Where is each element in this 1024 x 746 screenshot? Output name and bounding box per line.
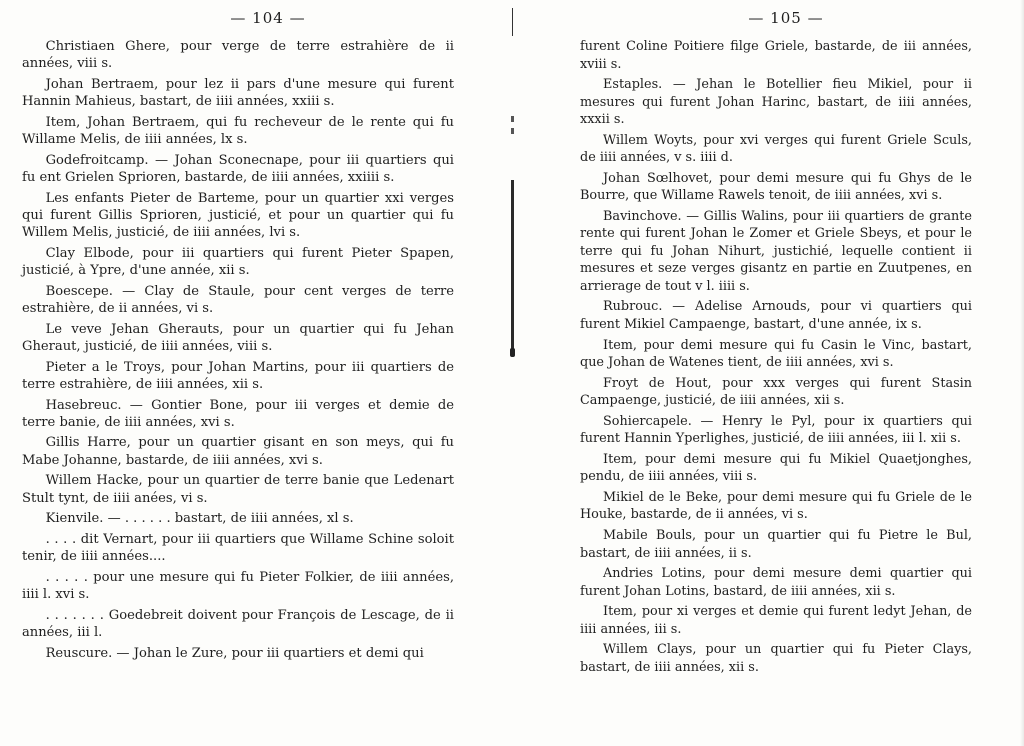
entry-paragraph: Le veve Jehan Gherauts, pour un quartier qui fu Jehan Gheraut, justicié, de iiii années, viii s.: [22, 321, 454, 355]
entry-paragraph: Item, pour xi verges et demie qui furent ledyt Jehan, de iiii années, iii s.: [580, 604, 972, 637]
entry-paragraph: Kienvile. — . . . . . . bastart, de iiii années, xl s.: [45, 511, 354, 527]
entry-paragraph: Johan Bertraem, pour lez ii pars d'une mesure qui furent Hannin Mahieus, bastart, de iiii années, xxiii s.: [22, 76, 454, 110]
page-edge-shadow: [1020, 0, 1024, 746]
left-page-number: — 104 —: [230, 9, 306, 27]
entry-paragraph: Godefroitcamp. — Johan Sconecnape, pour iii quartiers qui fu ent Grielen Sprioren, bastarde, de iiii années, xxiiii s.: [22, 152, 454, 186]
left-page: [22, 0, 462, 746]
entry-paragraph: Boescepe. — Clay de Staule, pour cent verges de terre estrahière, de ii années, vi s.: [22, 283, 454, 317]
entry-paragraph: Estaples. — Jehan le Botellier fieu Mikiel, pour ii mesures qui furent Johan Harinc, bastart, de iiii années, xxxii s.: [580, 77, 972, 128]
entry-paragraph: furent Coline Poitiere filge Griele, bastarde, de iii années, xviii s.: [580, 39, 972, 72]
entry-paragraph: Christiaen Ghere, pour verge de terre estrahière de ii années, viii s.: [22, 39, 454, 72]
entry-paragraph: Gillis Harre, pour un quartier gisant en son meys, qui fu Mabe Johanne, bastarde, de iiii années, xvi s.: [22, 435, 454, 468]
entry-paragraph: Mikiel de le Beke, pour demi mesure qui fu Griele de le Houke, bastarde, de ii années, vi s.: [580, 489, 972, 523]
entry-paragraph: Les enfants Pieter de Barteme, pour un quartier xxi verges qui furent Gillis Sprioren, justicié, et pour un quartier qui fu Willem Melis, justicié, de iiii années, lvi s.: [22, 190, 454, 241]
entry-paragraph: Reuscure. — Johan le Zure, pour iii quartiers et demi qui: [45, 645, 424, 661]
gutter-mark: [512, 8, 513, 36]
entry-paragraph: . . . . . pour une mesure qui fu Pieter Folkier, de iiii années, iiii l. xvi s.: [22, 569, 454, 603]
entry-paragraph: Willem Clays, pour un quartier qui fu Pieter Clays, bastart, de iiii années, xii s.: [580, 642, 972, 675]
entry-paragraph: Item, Johan Bertraem, qui fu recheveur de le rente qui fu Willame Melis, de iiii années, lx s.: [22, 114, 454, 148]
entry-paragraph: Sohiercapele. — Henry le Pyl, pour ix quartiers qui furent Hannin Yperlighes, justicié, de iiii années, iii l. xii s.: [580, 413, 972, 447]
entry-paragraph: . . . . . . . Goedebreit doivent pour François de Lescage, de ii années, iii l.: [22, 607, 454, 640]
entry-paragraph: Item, pour demi mesure qui fu Mikiel Quaetjonghes, pendu, de iiii années, viii s.: [580, 451, 972, 485]
right-page: [580, 0, 972, 746]
entry-paragraph: Johan Sœlhovet, pour demi mesure qui fu Ghys de le Bourre, que Willame Rawels tenoit, de iiii années, xvi s.: [580, 170, 972, 204]
entry-paragraph: Bavinchove. — Gillis Walins, pour iii quartiers de grante rente qui furent Johan le Zomer et Griele Sbeys, et pour le terre qui fu Johan Nihurt, justichié, lequelle contient ii mesures et seze verges gisantz en partie en Zuutpenes, en arrierage de tout v l. iiii s.: [580, 208, 972, 294]
right-page-entries: [580, 38, 972, 676]
gutter-mark: [510, 348, 515, 357]
entry-paragraph: Rubrouc. — Adelise Arnouds, pour vi quartiers qui furent Mikiel Campaenge, bastart, d'une année, ix s.: [580, 299, 972, 332]
right-page-number: — 105 —: [748, 9, 824, 27]
entry-paragraph: Froyt de Hout, pour xxx verges qui furent Stasin Campaenge, justicié, de iiii années, xii s.: [580, 375, 972, 409]
entry-paragraph: Item, pour demi mesure qui fu Casin le Vinc, bastart, que Johan de Watenes tient, de iiii années, xvi s.: [580, 337, 972, 371]
entry-paragraph: Hasebreuc. — Gontier Bone, pour iii verges et demie de terre banie, de iiii années, xvi s.: [22, 397, 454, 430]
entry-paragraph: Andries Lotins, pour demi mesure demi quartier qui furent Johan Lotins, bastard, de iiii années, xii s.: [580, 566, 972, 599]
gutter-mark: [511, 180, 514, 356]
entry-paragraph: Mabile Bouls, pour un quartier qui fu Pietre le Bul, bastart, de iiii années, ii s.: [580, 528, 972, 561]
entry-paragraph: Willem Woyts, pour xvi verges qui furent Griele Sculs, de iiii années, v s. iiii d.: [580, 132, 972, 166]
entry-paragraph: Pieter a le Troys, pour Johan Martins, pour iii quartiers de terre estrahière, de iiii années, xii s.: [22, 359, 454, 393]
book-gutter: [510, 0, 520, 746]
entry-paragraph: Clay Elbode, pour iii quartiers qui furent Pieter Spapen, justicié, à Ypre, d'une année, xii s.: [22, 245, 454, 279]
entry-paragraph: . . . . dit Vernart, pour iii quartiers que Willame Schine soloit tenir, de iiii années....: [22, 531, 454, 565]
gutter-mark: [511, 116, 514, 122]
gutter-mark: [511, 128, 514, 134]
entry-paragraph: Willem Hacke, pour un quartier de terre banie que Ledenart Stult tynt, de iiii anées, vi s.: [22, 473, 454, 506]
left-page-entries: [22, 38, 454, 662]
